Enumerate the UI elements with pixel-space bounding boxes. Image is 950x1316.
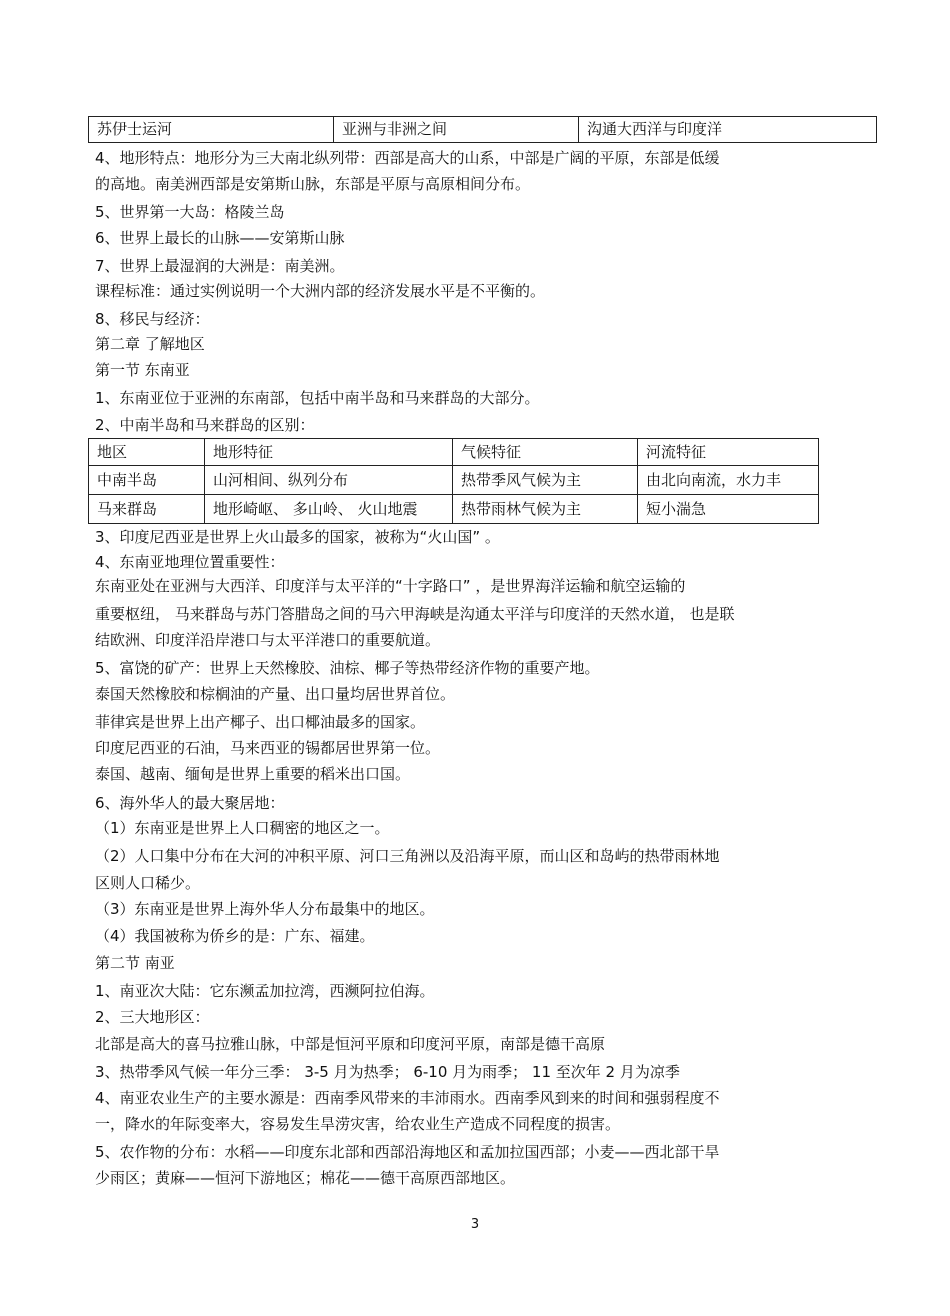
text-line: 1、南亚次大陆：它东濒孟加拉湾，西濒阿拉伯海。 [95, 982, 435, 1000]
text-line: 一，降水的年际变率大，容易发生旱涝灾害，给农业生产造成不同程度的损害。 [95, 1115, 621, 1133]
text-line: 4、地形特点：地形分为三大南北纵列带：西部是高大的山系，中部是广阔的平原，东部是低缓 [95, 149, 720, 167]
region-comparison-table [88, 438, 819, 524]
table-row [89, 495, 819, 524]
table-cell: 苏伊士运河 [89, 117, 334, 143]
text-line: 菲律宾是世界上出产椰子、出口椰油最多的国家。 [95, 713, 426, 731]
table-cell: 地形崎岖、 多山岭、 火山地震 [205, 495, 453, 524]
canal-table [88, 116, 877, 143]
table-cell: 沟通大西洋与印度洋 [579, 117, 877, 143]
table-cell: 中南半岛 [89, 466, 205, 495]
table-cell: 马来群岛 [89, 495, 205, 524]
table-header-cell: 河流特征 [638, 439, 819, 466]
text-line: 东南亚处在亚洲与大西洋、印度洋与太平洋的“十字路口” ，是世界海洋运输和航空运输的 [95, 577, 686, 595]
text-line: 3、印度尼西亚是世界上火山最多的国家，被称为“火山国” 。 [95, 528, 500, 546]
text-line: 2、中南半岛和马来群岛的区别： [95, 416, 315, 434]
table-cell: 亚洲与非洲之间 [334, 117, 579, 143]
text-line: 泰国天然橡胶和棕榈油的产量、出口量均居世界首位。 [95, 685, 456, 703]
text-line: 2、三大地形区： [95, 1008, 210, 1026]
text-line: 5、世界第一大岛：格陵兰岛 [95, 203, 285, 221]
text-line: 7、世界上最湿润的大洲是：南美洲。 [95, 257, 345, 275]
text-line: （3）东南亚是世界上海外华人分布最集中的地区。 [95, 900, 435, 918]
text-line: 北部是高大的喜马拉雅山脉，中部是恒河平原和印度河平原，南部是德干高原 [95, 1035, 606, 1053]
text-line: 4、东南亚地理位置重要性： [95, 553, 285, 571]
table-header-cell: 地形特征 [205, 439, 453, 466]
chapter-heading: 第二章 了解地区 [95, 335, 205, 353]
text-line: 3、热带季风气候一年分三季： 3-5 月为热季； 6-10 月为雨季； 11 至次年 2 月为凉季 [95, 1063, 680, 1081]
table-header-cell: 地区 [89, 439, 205, 466]
text-line: 区则人口稀少。 [95, 874, 201, 892]
section-heading: 第一节 东南亚 [95, 361, 190, 379]
text-line: 印度尼西亚的石油，马来西亚的锡都居世界第一位。 [95, 739, 441, 757]
text-line: 5、富饶的矿产：世界上天然橡胶、油棕、椰子等热带经济作物的重要产地。 [95, 659, 600, 677]
text-line: 8、移民与经济： [95, 310, 210, 328]
table-cell: 短小湍急 [638, 495, 819, 524]
text-line: 5、农作物的分布：水稻——印度东北部和西部沿海地区和孟加拉国西部；小麦——西北部干旱 [95, 1143, 720, 1161]
text-line: 少雨区；黄麻——恒河下游地区；棉花——德干高原西部地区。 [95, 1169, 516, 1187]
text-line: 6、世界上最长的山脉——安第斯山脉 [95, 229, 345, 247]
text-line: 的高地。南美洲西部是安第斯山脉，东部是平原与高原相间分布。 [95, 175, 531, 193]
table-row [89, 466, 819, 495]
text-line: 1、东南亚位于亚洲的东南部，包括中南半岛和马来群岛的大部分。 [95, 389, 540, 407]
text-line: （4）我国被称为侨乡的是：广东、福建。 [95, 927, 375, 945]
text-line: 4、南亚农业生产的主要水源是：西南季风带来的丰沛雨水。西南季风到来的时间和强弱程度不 [95, 1089, 720, 1107]
text-line: （1）东南亚是世界上人口稠密的地区之一。 [95, 819, 390, 837]
table-cell: 热带季风气候为主 [453, 466, 638, 495]
table-header-row [89, 439, 819, 466]
table-cell: 由北向南流，水力丰 [638, 466, 819, 495]
table-cell: 热带雨林气候为主 [453, 495, 638, 524]
table-header-cell: 气候特征 [453, 439, 638, 466]
table-cell: 山河相间、纵列分布 [205, 466, 453, 495]
text-line: 课程标准：通过实例说明一个大洲内部的经济发展水平是不平衡的。 [95, 282, 546, 300]
page-number: 3 [470, 1217, 480, 1232]
section-heading: 第二节 南亚 [95, 954, 175, 972]
text-line: 泰国、越南、缅甸是世界上重要的稻米出口国。 [95, 765, 411, 783]
text-line: 6、海外华人的最大聚居地： [95, 794, 285, 812]
text-line: 结欧洲、印度洋沿岸港口与太平洋港口的重要航道。 [95, 631, 441, 649]
text-line: （2）人口集中分布在大河的冲积平原、河口三角洲以及沿海平原，而山区和岛屿的热带雨林地 [95, 847, 720, 865]
text-line: 重要枢纽， 马来群岛与苏门答腊岛之间的马六甲海峡是沟通太平洋与印度洋的天然水道， 也是联 [95, 605, 735, 623]
table-row [89, 117, 877, 143]
